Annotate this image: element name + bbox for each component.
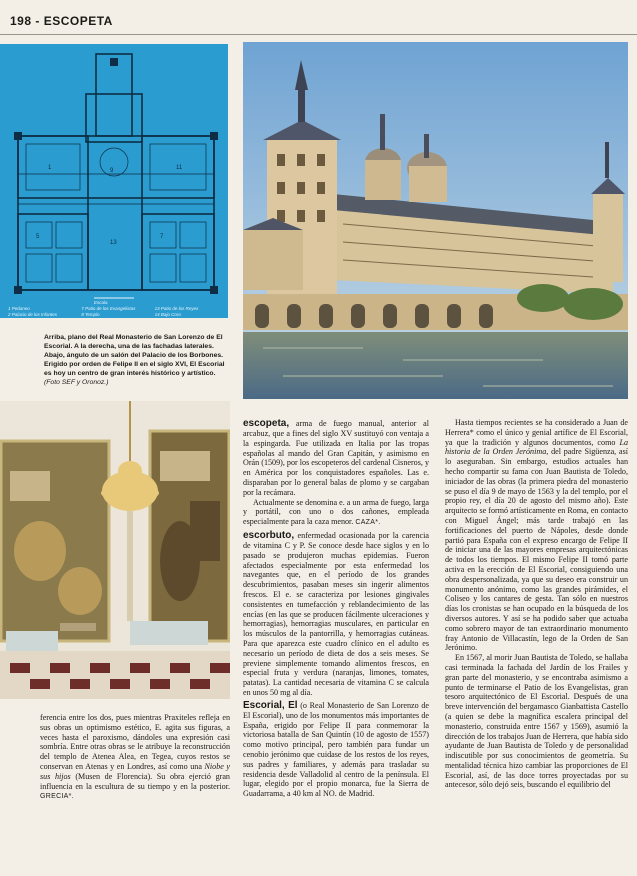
- legend-item: 13 Patio de los Reyes: [154, 306, 199, 311]
- entry-escorial: [243, 700, 429, 799]
- salon-illustration: [0, 401, 230, 699]
- entry-headword: Escorial, El: [243, 699, 298, 711]
- plan-scale-label: Escala: [94, 300, 108, 305]
- page-number: 198: [10, 14, 32, 28]
- cross-reference: GRECIA*.: [40, 793, 74, 801]
- text-column-left: [40, 713, 230, 802]
- entry-headword: escopeta,: [243, 418, 290, 429]
- entry-escopeta-paragraph: [243, 498, 429, 528]
- legend-item: 14 Bajo Coro: [154, 312, 181, 317]
- praxiteles-paragraph: [40, 713, 230, 802]
- cross-reference: CAZA*.: [355, 519, 381, 527]
- entry-text: Actualmente se denomina e. a un arma de fuego, larga y portátil, con uno o dos cañones, empleada especialmente para la caza menor.: [243, 497, 429, 527]
- entry-escorbuto: [243, 530, 429, 698]
- legend-item: 2 Palacio de los Infantes: [8, 312, 58, 317]
- plan-legend: [8, 306, 224, 318]
- paragraph-text: En 1567, al morir Juan Bautista de Toledo, se hallaba casi terminada la fachada del Jardín de los Frailes y gran parte del monasterio, y se encontraba asimismo a punto de terminarse el Patio de los Evangelistas, gran tesoro arquitectónico de El Escorial. Después de una breve intervención del bergamasco Gianbattista Castello (a quien se debe la magnífica escalera principal del monasterio, construida entre 1567 y 1569), asumió la dirección de los trabajos Juan de Herrera, que había sido ayudante de Juan Bautista de Toledo y de personalidad indiscutible por sus conocimientos de geometría. Su mentalidad técnica hizo cambiar las proporciones de El Escorial, así, de las doce torres proyectadas por su antecesor, sólo dejó seis, buscando el equilibrio del: [445, 653, 628, 790]
- escorial-construction-paragraph: [445, 653, 628, 790]
- svg-text:11: 11: [176, 165, 183, 171]
- entry-text: (o Real Monasterio de San Lorenzo de El Escorial), uno de los monumentos más importantes de España, erigido por Felipe II para conmemorar la victoriosa batalla de San Quintín (10 de agosto de 1557) como motivo principal, pero también para fundar un cenobio jerónimo que cuidase de los restos de los reyes, sus padres y familiares, y además para trasladar su residencia desde Valladolid al centro de la península. El lugar, elegido por el propio monarca, fue la Sierra de Guadarrama, a 40 km al NO. de Madrid.: [243, 700, 429, 799]
- bourbon-palace-salon-photo: [0, 401, 230, 699]
- section-title: ESCOPETA: [43, 14, 113, 28]
- text-column-middle: [243, 418, 429, 799]
- work-title: Niobe y sus hijos: [40, 761, 230, 781]
- svg-text:7: 7: [160, 234, 164, 240]
- entry-text: enfermedad ocasionada por la carencia de vitamina C y P. Se conoce desde hace siglos y en lo pasado se produjeron muchas epidemias. Fueron afectados especialmente por esta enfermedad los navegantes que, en el período de los grandes descubrimientos, pasaban meses sin ingerir alimentos frescos. El e. se caracteriza por lesiones gingivales consistentes en tumefacción y reblandecimiento de las encías (en las que se producen fácilmente ulceraciones y hemorragias), hemorragias musculares, en particular en los músculos de la pantorrilla, y hemorragias cutáneas. Para que aparezca este cuadro clínico en el adulto es necesario un período de dieta de dos a seis meses. Se previene simplemente tomando alimentos frescos, en especial fruta y verdura (naranjas, limones, tomates, patatas). La cantidad necesaria de vitamina C se calcula en unos 50 mg al día.: [243, 530, 429, 697]
- header-rule: [0, 34, 637, 35]
- escorial-authorship-paragraph: [445, 418, 628, 653]
- photo-credit: (Foto SEF y Oronoz.): [44, 379, 109, 386]
- escorial-facade-photo: [243, 42, 628, 399]
- work-title: La historia de la Orden Jerónima: [445, 437, 628, 457]
- header-separator: -: [35, 14, 40, 28]
- svg-text:5: 5: [36, 234, 40, 240]
- page-header: [0, 14, 637, 42]
- page-header-label: [10, 14, 113, 28]
- text-column-right: [445, 418, 628, 790]
- caption-text: Arriba, plano del Real Monasterio de San Lorenzo de El Escorial. A la derecha, una de las fachadas laterales. Abajo, ángulo de un salón del Palacio de los Borbones. Erigido por orden de Felipe II en el siglo XVI, El Escorial es hoy un centro de gran interés histórico y artístico.: [44, 334, 225, 377]
- monastery-floor-plan: [0, 44, 228, 318]
- legend-item: 8 Templo: [81, 312, 100, 317]
- paragraph-text: ferencia entre los dos, pues mientras Praxiteles refleja en sus obras un optimismo estético, E. agita sus figuras, a veces hasta el paroxismo, dándoles una expresión casi sombría. Entre otras obras se le atribuye la reconstrucción del templo de Atenea Alea, en Tegea, cuyos restos se conservan en Atenas y en Londres, así como una: [40, 713, 230, 771]
- legend-item: 1 Pedaneo: [8, 306, 30, 311]
- entry-headword: escorbuto,: [243, 529, 295, 541]
- figure-caption: [44, 333, 230, 387]
- paragraph-text: (Musen de Florencia). Su obra ejerció gran influencia en la escultura de su tiempo y en la posterior.: [40, 771, 230, 791]
- legend-item: 7 Patio de los Evangelistas: [81, 306, 136, 311]
- svg-text:13: 13: [110, 240, 117, 246]
- entry-text: arma de fuego manual, anterior al arcabuz, que a fines del siglo XV sustituyó con ventaja a la espingarda. Fue utilizada en Italia por las tropas españolas al mando del Gran Capitán, y asimismo en Orán (1509), por los escopeteros del cardenal Cisneros, y en América por los conquistadores españoles. Las e. disparaban por lo general balas de plomo y se cargaban por la recámara.: [243, 419, 429, 497]
- escorial-facade-illustration: [243, 42, 628, 399]
- entry-escopeta: [243, 418, 429, 498]
- floor-plan-drawing: [0, 44, 228, 318]
- svg-text:1: 1: [48, 165, 52, 171]
- paragraph-text: Hasta tiempos recientes se ha considerado a Juan de Herrera* como el único y genial artífice de El Escorial, ya que la tradición y algunos documentos, como: [445, 418, 628, 447]
- svg-text:9: 9: [110, 168, 114, 174]
- paragraph-text: , del padre Sigüenza, así lo aseguraban. Sin embargo, estudios actuales han hecho compartir su fama con Juan Bautista de Toledo, iniciador de las obras (la primera piedra del monasterio se puso el día 9 de mayo de 1563 y la del templo, por el propio rey, el día 20 de agosto del mismo año). Este arquitecto se formó artísticamente en Roma, en contacto con Miguel Ángel; más tarde trabajó en las fortificaciones del puerto de Nápoles, desde donde partió para España con el expreso encargo de Felipe II de iniciar una de las mayores empresas arquitectónicas de todos los tiempos. El mismo Felipe II tomó parte activa en la erección de El Escorial, consiguiendo una obra despersonalizada, ya que su deseo era construir un monumento anónimo, como las grandes pirámides, el Coliseo y los cantares de gesta. Tan sólo en nuestros días los cronistas se han ocupado en la búsqueda de los diversos autores. Y así se ha podido saber que actuaba como sobrero mayor de tan extraordinario monumento fray Antonio de Villacastín, lego de la Orden de San Jerónimo.: [445, 447, 628, 653]
